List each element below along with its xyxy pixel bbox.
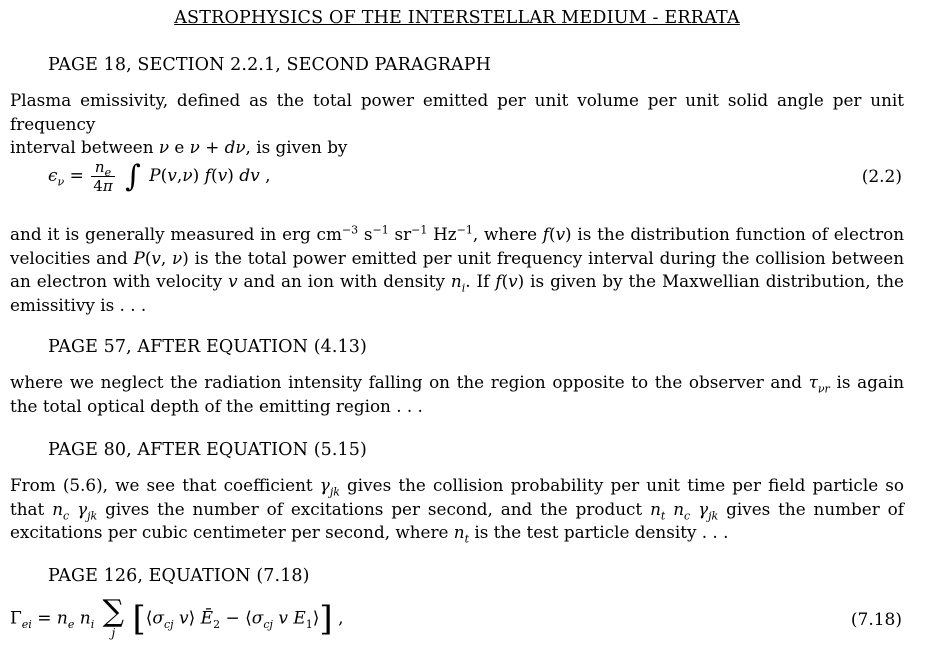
paragraph-text: gives the number of excitations per cubic centimeter per second, where	[10, 498, 904, 542]
equation-body: $\epsilon_\nu$ = $\frac{n_e}{4\pi}$ ∫ P(v,ν) f(v) dv ,	[48, 158, 271, 195]
paragraph-collision-probability: From (5.6), we see that coefficient $\gamma_{jk}$ gives the collision probability per unit time per field particle so that $n_c$ $\gamma_{jk}$ gives the number of excitations per second, and the product $n_t$ $n_c$ $\gamma_{jk}$ gives the number of excitations per cubic centimeter per second, where $n_t$ is the test particle density . . .	[10, 475, 904, 546]
fraction: $\frac{n_e}{4\pi}$	[93, 158, 113, 195]
equation-number: (2.2)	[861, 167, 902, 187]
paragraph-text: is again the total optical depth of the emitting region . . .	[10, 372, 904, 416]
paragraph-text: gives the number of excitations per second, and the product	[97, 498, 651, 519]
section-heading-page-18: PAGE 18, SECTION 2.2.1, SECOND PARAGRAPH	[48, 55, 491, 75]
paragraph-text: s	[358, 224, 373, 244]
equation-number: (7.18)	[850, 610, 902, 630]
paragraph-text: Plasma emissivity, defined as the total power emitted per unit volume per unit solid angle per unit frequency	[10, 90, 904, 134]
paragraph-text: sr	[388, 224, 412, 244]
section-heading-page-126: PAGE 126, EQUATION (7.18)	[48, 566, 310, 586]
paragraph-text: is the total power emitted per unit frequency interval during the collision between an electron with velocity	[10, 247, 904, 291]
paragraph-radiation-intensity: where we neglect the radiation intensity falling on the region opposite to the observer and $\tau_{\nu r}$ is again the total optical depth of the emitting region . . .	[10, 372, 904, 416]
paragraph-text: and it is generally measured in erg cm	[10, 224, 342, 244]
section-heading-page-80: PAGE 80, AFTER EQUATION (5.15)	[48, 440, 367, 460]
paragraph-text: interval between	[10, 137, 159, 157]
paragraph-text: , where	[472, 224, 543, 244]
summation-sign: ∑ j	[102, 594, 125, 640]
paragraph-plasma-emissivity: Plasma emissivity, defined as the total power emitted per unit volume per unit solid angle per unit frequency interval between ν e ν + dν, is given by	[10, 90, 904, 157]
paragraph-text: Hz	[427, 224, 457, 244]
paragraph-text: From (5.6), we see that coefficient	[10, 475, 320, 495]
equation-2-2	[0, 158, 926, 200]
equation-body: $\Gamma_{ei} = n_e$ $n_i$ ∑ j [$⟨\sigma_{cj}$ v⟩ $Ē_2$ − $⟨\sigma_{cj}$ v $E_1⟩$] ,	[10, 594, 344, 640]
paragraph-text: e	[169, 137, 190, 157]
paragraph-text: is the test particle density . . .	[469, 522, 729, 542]
section-heading-page-57: PAGE 57, AFTER EQUATION (4.13)	[48, 337, 367, 357]
document-title: ASTROPHYSICS OF THE INTERSTELLAR MEDIUM - ERRATA	[174, 8, 740, 28]
equation-7-18	[0, 594, 926, 654]
paragraph-text: gives the collision probability per unit time per field particle so that	[10, 475, 904, 519]
paragraph-text: is given by the Maxwellian distribution, the emissitivy is . . .	[10, 271, 904, 315]
integral-sign: ∫	[125, 159, 141, 194]
paragraph-text: is the distribution function of electron velocities and	[10, 224, 905, 268]
paragraph-text: . If	[465, 271, 496, 291]
paragraph-text: and an ion with density	[237, 271, 451, 291]
paragraph-text: where we neglect the radiation intensity falling on the region opposite to the observer and	[10, 372, 809, 392]
paragraph-text: , is given by	[245, 137, 348, 157]
paragraph-measurement: and it is generally measured in erg $cm^{-3}$ $s^{-1}$ $sr^{-1}$ $Hz^{-1}$, where f(v) is the distribution function of electron velocities and P(v, ν) is the total power emitted per unit frequency interval during the collision between an electron with velocity v and an ion with density $n_i$. If f(v) is given by the Maxwellian distribution, the emissitivy is . . .	[10, 223, 905, 315]
